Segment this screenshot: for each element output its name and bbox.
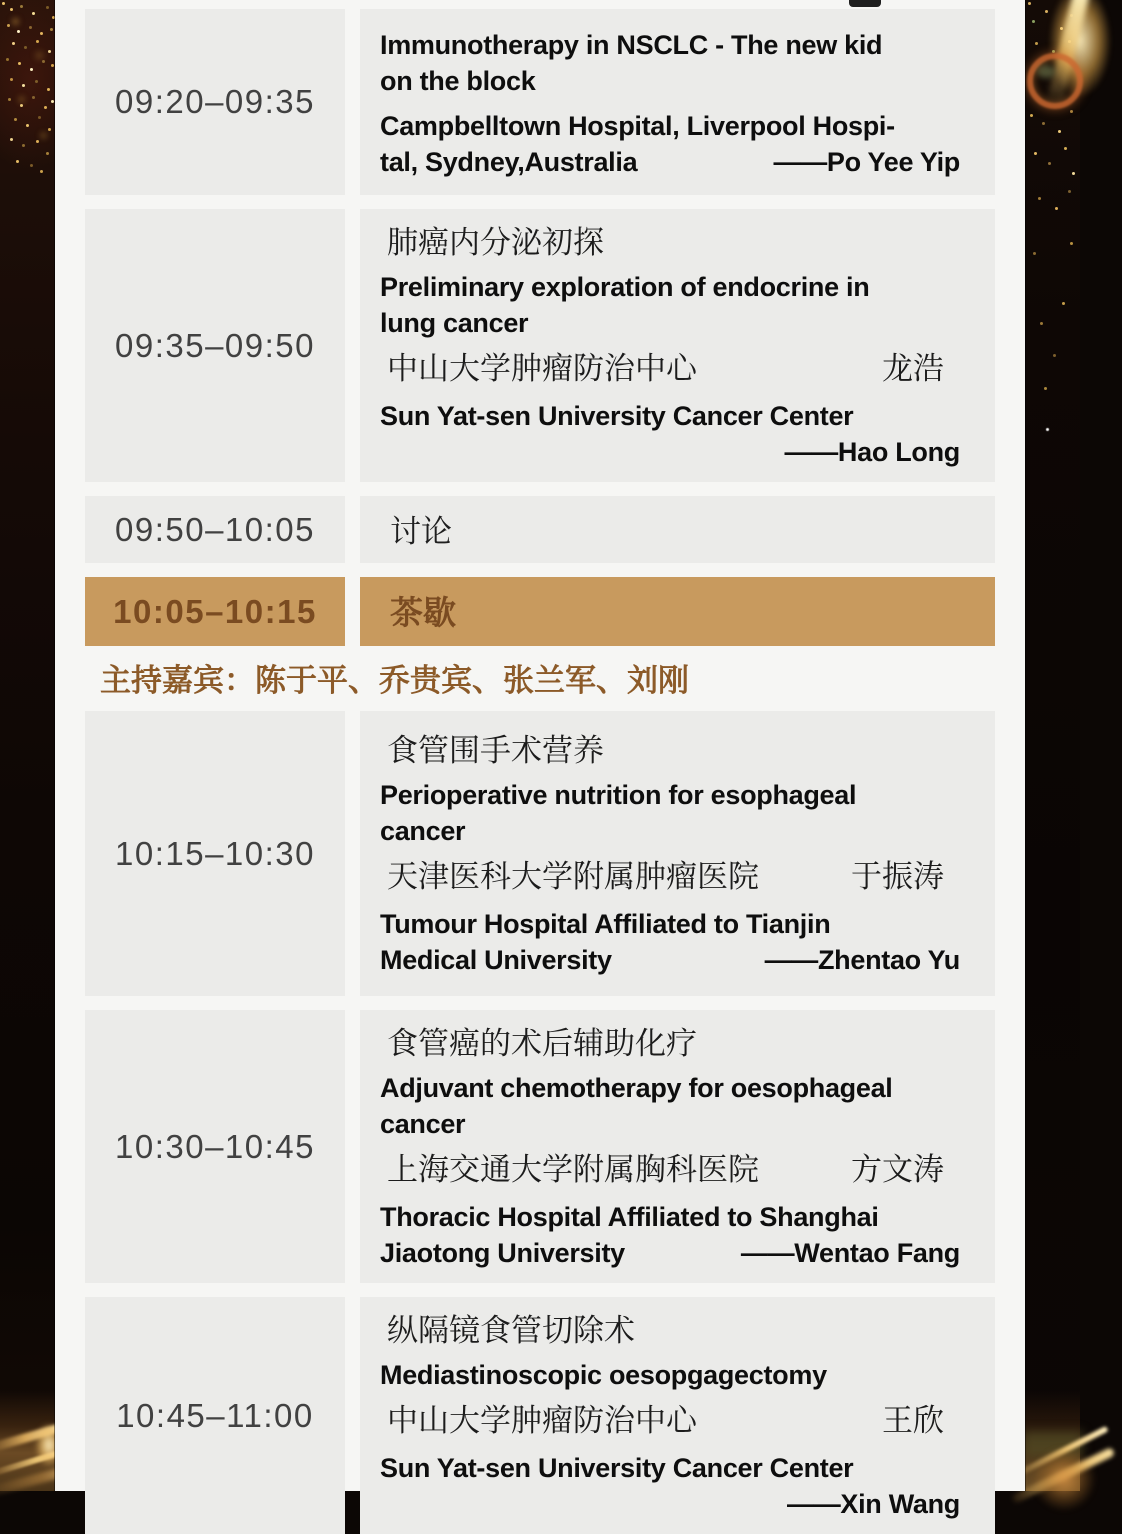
affiliation-en — [380, 108, 960, 180]
title-line: cancer — [380, 1109, 466, 1139]
session-cell — [360, 577, 995, 646]
schedule-row — [85, 9, 995, 195]
program-sheet — [55, 0, 1025, 1519]
title-line: on the block — [380, 65, 536, 96]
time-slot: 10:30–10:45 — [85, 1010, 345, 1283]
dark-strip-left — [0, 0, 55, 1491]
time-slot: 09:20–09:35 — [85, 9, 345, 195]
session-title-en — [380, 1070, 960, 1142]
host-line: 主持嘉宾：陈于平、乔贵宾、张兰军、刘刚 — [100, 663, 689, 698]
session-title-en — [380, 777, 960, 849]
schedule-row — [85, 577, 995, 646]
title-line: Perioperative nutrition for esophageal — [380, 780, 857, 810]
affiliation-tail — [380, 434, 960, 470]
session-cell — [360, 711, 995, 996]
schedule-row — [85, 496, 995, 563]
speaker-name-en: ——Wentao Fang — [740, 1238, 960, 1268]
speaker-name-zh: 王欣 — [882, 1403, 944, 1438]
streak-glow — [1032, 1447, 1096, 1511]
session-title-zh: 纵隔镜食管切除术 — [387, 1313, 635, 1348]
schedule-section-bottom — [85, 711, 995, 1534]
affiliation-tail — [380, 1235, 960, 1271]
speaker-name-en: ——Zhentao Yu — [764, 945, 960, 975]
session-title-en — [380, 27, 960, 99]
affiliation-tail — [380, 942, 960, 978]
dark-strip-right — [1025, 0, 1080, 1491]
title-line: Preliminary exploration of endocrine in — [380, 272, 870, 302]
session-title-en — [380, 269, 960, 341]
time-slot: 09:35–09:50 — [85, 209, 345, 482]
session-cell — [360, 496, 995, 563]
schedule-section-top — [85, 9, 995, 646]
session-cell — [360, 9, 995, 195]
affiliation-zh-text: 中山大学肿瘤防治中心 — [387, 351, 697, 386]
session-cell — [360, 209, 995, 482]
session-title-en — [380, 1357, 960, 1393]
glitter-top-left-soft-decoration — [2, 2, 5, 5]
cutoff-text-remnant — [849, 0, 881, 7]
speaker-name-en: ——Xin Wang — [787, 1489, 960, 1519]
session-label: 讨论 — [390, 514, 452, 549]
session-title-zh: 食管癌的术后辅助化疗 — [387, 1026, 697, 1061]
affiliation-en — [380, 398, 960, 470]
affiliation-zh-text: 上海交通大学附属胸科医院 — [387, 1152, 759, 1187]
affiliation-line: Tumour Hospital Affiliated to Tianjin — [380, 909, 831, 939]
affiliation-tail-text: Medical University — [380, 945, 612, 975]
affiliation-tail — [380, 144, 960, 180]
affiliation-zh-text: 中山大学肿瘤防治中心 — [387, 1403, 697, 1438]
orange-bokeh-ring — [1027, 53, 1083, 109]
affiliation-en — [380, 906, 960, 978]
session-label: 茶歇 — [390, 594, 456, 631]
affiliation-zh — [387, 349, 944, 389]
session-title-zh: 肺癌内分泌初探 — [387, 225, 604, 260]
schedule-row — [85, 1297, 995, 1534]
affiliation-zh — [387, 857, 944, 897]
time-slot: 09:50–10:05 — [85, 496, 345, 563]
affiliation-tail-text: tal, Sydney,Australia — [380, 146, 638, 177]
light-streaks-bottom-right — [1025, 1391, 1080, 1491]
title-line: Adjuvant chemotherapy for oesophageal — [380, 1073, 893, 1103]
affiliation-line: Campbelltown Hospital, Liverpool Hospi- — [380, 110, 895, 141]
schedule-row — [85, 209, 995, 482]
title-line: lung cancer — [380, 308, 529, 338]
time-slot: 10:05–10:15 — [85, 577, 345, 646]
schedule-row — [85, 1010, 995, 1283]
speaker-name-en: ——Po Yee Yip — [773, 146, 960, 177]
affiliation-en — [380, 1450, 960, 1522]
schedule-row — [85, 711, 995, 996]
affiliation-zh — [387, 1150, 944, 1190]
title-line: Mediastinoscopic oesopgagectomy — [380, 1360, 827, 1390]
speaker-name-zh: 于振涛 — [851, 859, 944, 894]
affiliation-zh-text: 天津医科大学附属肿瘤医院 — [387, 859, 759, 894]
speaker-name-en: ——Hao Long — [784, 437, 960, 467]
speaker-name-zh: 龙浩 — [882, 351, 944, 386]
affiliation-line: Thoracic Hospital Affiliated to Shanghai — [380, 1202, 879, 1232]
affiliation-en — [380, 1199, 960, 1271]
affiliation-tail-text: Jiaotong University — [380, 1238, 625, 1268]
affiliation-zh — [387, 1401, 944, 1441]
glitter-right-decoration — [1028, 2, 1031, 5]
speaker-name-zh: 方文涛 — [851, 1152, 944, 1187]
affiliation-line: Sun Yat-sen University Cancer Center — [380, 1453, 854, 1483]
affiliation-tail — [380, 1486, 960, 1522]
session-cell — [360, 1010, 995, 1283]
time-slot: 10:45–11:00 — [85, 1297, 345, 1534]
affiliation-line: Sun Yat-sen University Cancer Center — [380, 401, 854, 431]
session-title-zh: 食管围手术营养 — [387, 733, 604, 768]
session-cell — [360, 1297, 995, 1534]
title-line: cancer — [380, 816, 466, 846]
title-line: Immunotherapy in NSCLC - The new kid — [380, 29, 883, 60]
time-slot: 10:15–10:30 — [85, 711, 345, 996]
light-streaks-bottom-left — [0, 1391, 55, 1491]
